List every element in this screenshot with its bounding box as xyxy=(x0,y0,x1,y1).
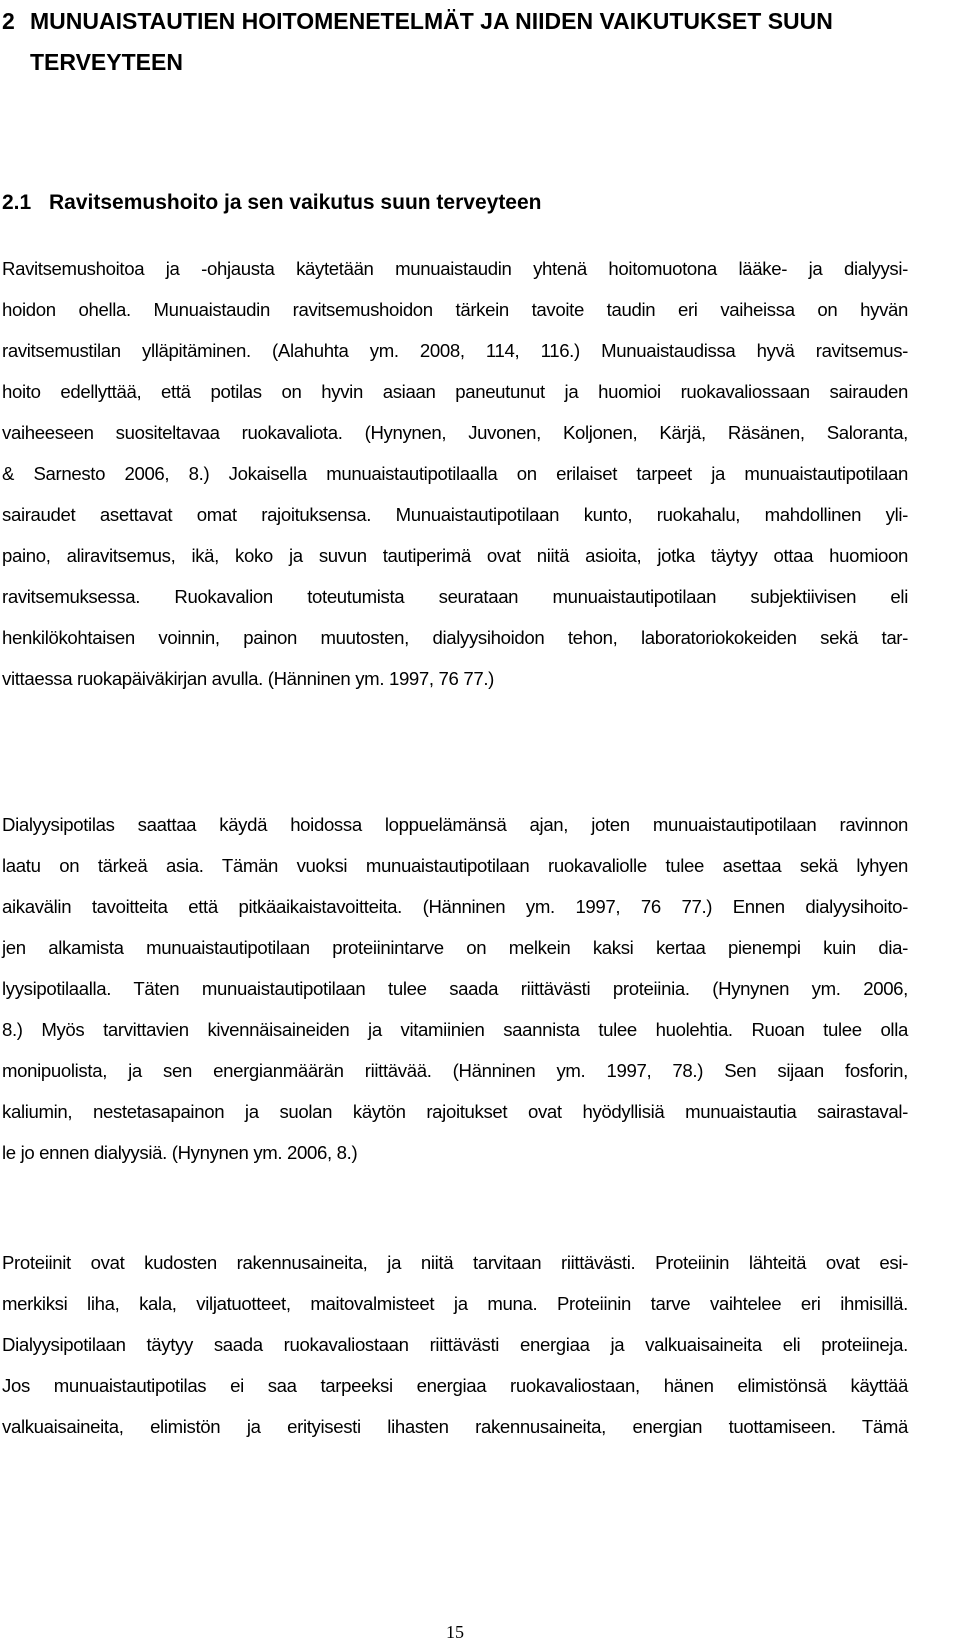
chapter-heading xyxy=(2,1,942,83)
chapter-title-part-2: TERVEYTEEN xyxy=(30,49,183,75)
paragraph-line: hoito edellyttää, että potilas on hyvin asiaan paneutunut ja huomioi ruokavaliossaan sairauden xyxy=(2,381,908,402)
paragraph-line: ravitsemustilan ylläpitäminen. (Alahuhta ym. 2008, 114, 116.) Munuaistaudissa hyvä ravitsemus- xyxy=(2,340,908,361)
page-number: 15 xyxy=(446,1622,464,1642)
chapter-heading-line-1 xyxy=(2,1,942,42)
paragraph-line: le jo ennen dialyysiä. (Hynynen ym. 2006, 8.) xyxy=(2,1142,358,1163)
section-title: Ravitsemushoito ja sen vaikutus suun terveyteen xyxy=(49,191,542,214)
paragraph-line: Dialyysipotilas saattaa käydä hoidossa loppuelämänsä ajan, joten munuaistautipotilaan ravinnon xyxy=(2,814,908,835)
chapter-number: 2 xyxy=(2,8,15,34)
paragraph-line: sairaudet asettavat omat rajoituksensa. Munuaistautipotilaan kunto, ruokahalu, mahdollinen yli- xyxy=(2,504,908,525)
paragraph-line: lyysipotilaalla. Täten munuaistautipotilaan tulee saada riittävästi proteiinia. (Hynynen ym. 2006, xyxy=(2,978,908,999)
paragraph-line: paino, aliravitsemus, ikä, koko ja suvun tautiperimä ovat niitä asioita, jotka täytyy ottaa huomioon xyxy=(2,545,908,566)
paragraph-line: hoidon ohella. Munuaistaudin ravitsemushoidon tärkein tavoite taudin eri vaiheissa on hyvän xyxy=(2,299,908,320)
paragraph-1 xyxy=(2,248,908,699)
paragraph-line: laatu on tärkeä asia. Tämän vuoksi munuaistautipotilaan ruokavaliolle tulee asettaa sekä lyhyen xyxy=(2,855,908,876)
chapter-heading-line-2 xyxy=(2,42,942,83)
chapter-title-part-1: MUNUAISTAUTIEN HOITOMENETELMÄT JA NIIDEN VAIKUTUKSET SUUN xyxy=(30,8,833,34)
paragraph-line: Jos munuaistautipotilas ei saa tarpeeksi energiaa ruokavaliostaan, hänen elimistönsä käyttää xyxy=(2,1375,908,1396)
paragraph-line: aikavälin tavoitteita että pitkäaikaistavoitteita. (Hänninen ym. 1997, 76 77.) Ennen dialyysihoito- xyxy=(2,896,908,917)
paragraph-line: jen alkamista munuaistautipotilaan proteiinintarve on melkein kaksi kertaa pienempi kuin dia- xyxy=(2,937,908,958)
paragraph-line: monipuolista, ja sen energianmäärän riittävää. (Hänninen ym. 1997, 78.) Sen sijaan fosforin, xyxy=(2,1060,908,1081)
paragraph-line: ravitsemuksessa. Ruokavalion toteutumista seurataan munuaistautipotilaan subjektiivisen eli xyxy=(2,586,908,607)
paragraph-line: Dialyysipotilaan täytyy saada ruokavaliostaan riittävästi energiaa ja valkuaisaineita eli proteiineja. xyxy=(2,1334,908,1355)
paragraph-line: & Sarnesto 2006, 8.) Jokaisella munuaistautipotilaalla on erilaiset tarpeet ja munuaistautipotilaan xyxy=(2,463,908,484)
paragraph-line: merkiksi liha, kala, viljatuotteet, maitovalmisteet ja muna. Proteiinin tarve vaihtelee eri ihmisillä. xyxy=(2,1293,908,1314)
paragraph-line: vittaessa ruokapäiväkirjan avulla. (Hänninen ym. 1997, 76 77.) xyxy=(2,668,494,689)
paragraph-line: henkilökohtaisen voinnin, painon muutosten, dialyysihoidon tehon, laboratoriokokeiden sekä tar- xyxy=(2,627,908,648)
paragraph-line: vaiheeseen suositeltavaa ruokavaliota. (Hynynen, Juvonen, Koljonen, Kärjä, Räsänen, Saloranta, xyxy=(2,422,908,443)
paragraph-line: valkuaisaineita, elimistön ja erityisesti lihasten rakennusaineita, energian tuottamiseen. Tämä xyxy=(2,1416,908,1437)
paragraph-2 xyxy=(2,804,908,1173)
paragraph-line: Ravitsemushoitoa ja -ohjausta käytetään munuaistaudin yhtenä hoitomuotona lääke- ja dialyysi- xyxy=(2,258,908,279)
section-number: 2.1 xyxy=(2,191,32,214)
paragraph-line: 8.) Myös tarvittavien kivennäisaineiden ja vitamiinien saannista tulee huolehtia. Ruoan tulee olla xyxy=(2,1019,908,1040)
section-heading xyxy=(2,188,942,218)
paragraph-line: kaliumin, nestetasapainon ja suolan käytön rajoitukset ovat hyödyllisiä munuaistautia sairastaval- xyxy=(2,1101,908,1122)
paragraph-3 xyxy=(2,1242,908,1447)
paragraph-line: Proteiinit ovat kudosten rakennusaineita, ja niitä tarvitaan riittävästi. Proteiinin lähteitä ovat esi- xyxy=(2,1252,908,1273)
